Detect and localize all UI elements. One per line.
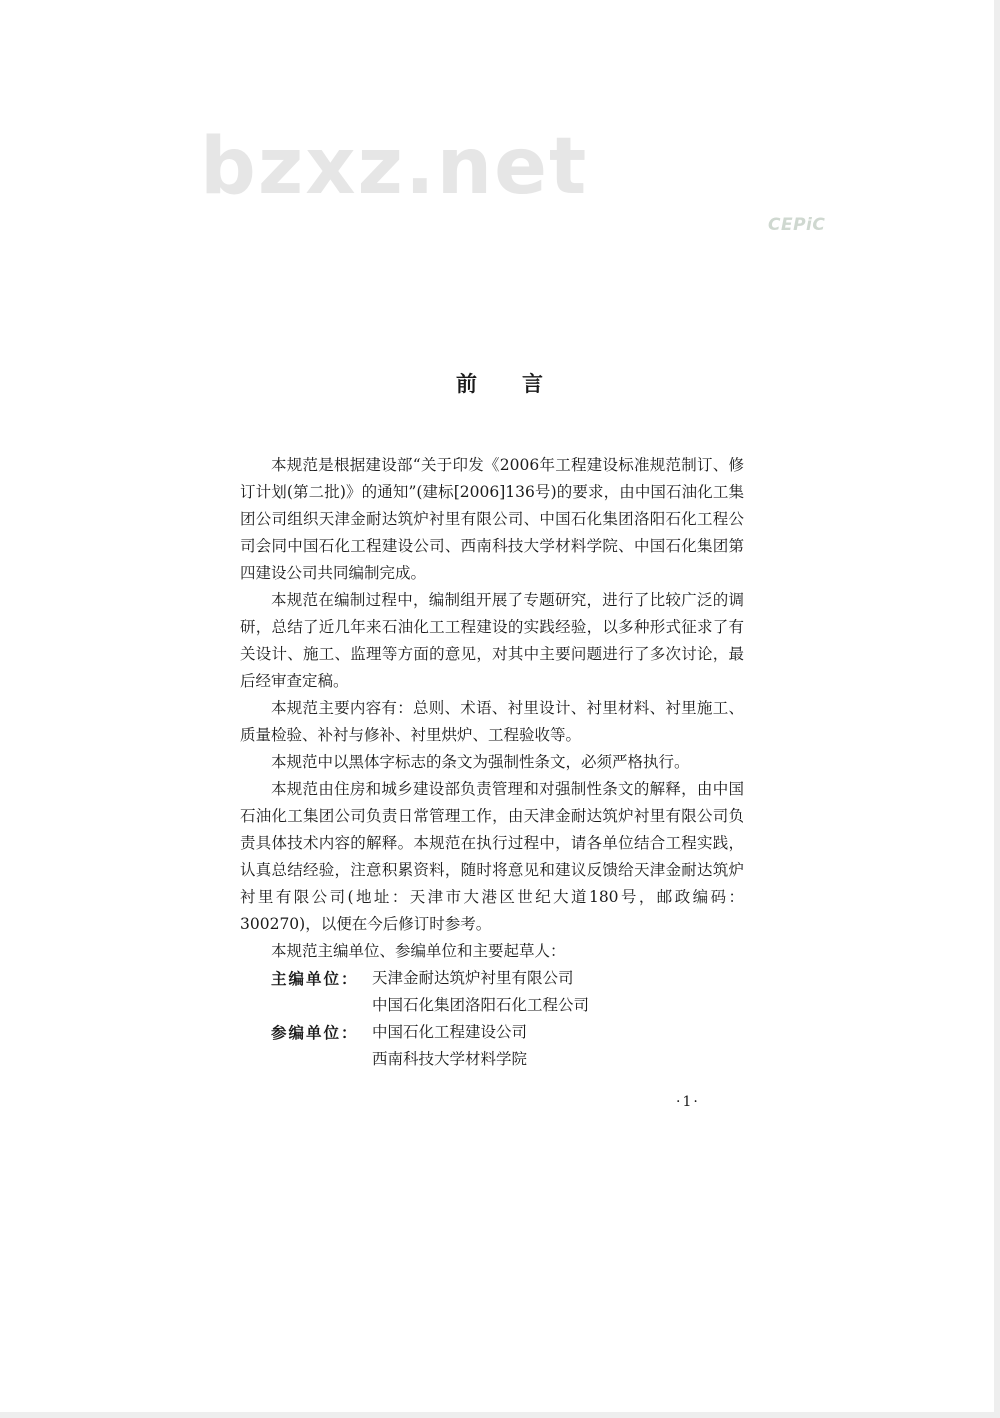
chief-editor-label: 主编单位： [271,969,359,988]
co-editor-units [372,1019,744,1073]
paragraph: 本规范主编单位、参编单位和主要起草人： [271,942,566,960]
co-editor-row [240,1019,744,1073]
page-title [0,368,1000,398]
org-unit: 天津金耐达筑炉衬里有限公司 [372,969,574,987]
paragraph: 本规范由住房和城乡建设部负责管理和对强制性条文的解释，由中国石油化工集团公司负责日常管理工作，由天津金耐达筑炉衬里有限公司负责具体技术内容的解释。本规范在执行过程中，请各单位结合工程实践，认真总结经验，注意积累资料，随时将意见和建议反馈给天津金耐达筑炉衬里有限公司(地址：天津市大港区世纪大道180号，邮政编码：300270)，以便在今后修订时参考。 [240,780,744,933]
title-char: 言 [522,371,544,396]
title-char: 前 [456,371,478,396]
paragraph: 本规范在编制过程中，编制组开展了专题研究，进行了比较广泛的调研，总结了近几年来石油化工工程建设的实践经验，以多种形式征求了有关设计、施工、监理等方面的意见，对其中主要问题进行了多次讨论，最后经审查定稿。 [240,591,744,690]
paragraph: 本规范是根据建设部“关于印发《2006年工程建设标准规范制订、修订计划(第二批)》的通知”(建标[2006]136号)的要求，由中国石油化工集团公司组织天津金耐达筑炉衬里有限公司、中国石化集团洛阳石化工程公司会同中国石化工程建设公司、西南科技大学材料学院、中国石化集团第四建设公司共同编制完成。 [240,456,744,582]
org-unit: 中国石化工程建设公司 [372,1023,528,1041]
publisher-logo: CEPiC [768,215,826,235]
preface-body [240,452,744,1073]
chief-editor-row [240,965,744,1019]
co-editor-label: 参编单位： [271,1023,359,1042]
chief-editor-units [372,965,744,1019]
paragraph: 本规范中以黑体字标志的条文为强制性条文，必须严格执行。 [271,753,690,771]
org-unit: 中国石化集团洛阳石化工程公司 [372,996,590,1014]
page-number: ·1· [676,1094,700,1110]
paragraph: 本规范主要内容有：总则、术语、衬里设计、衬里材料、衬里施工、质量检验、补衬与修补、衬里烘炉、工程验收等。 [240,699,744,744]
org-unit: 西南科技大学材料学院 [372,1050,528,1068]
watermark: bzxz.net [200,122,589,212]
